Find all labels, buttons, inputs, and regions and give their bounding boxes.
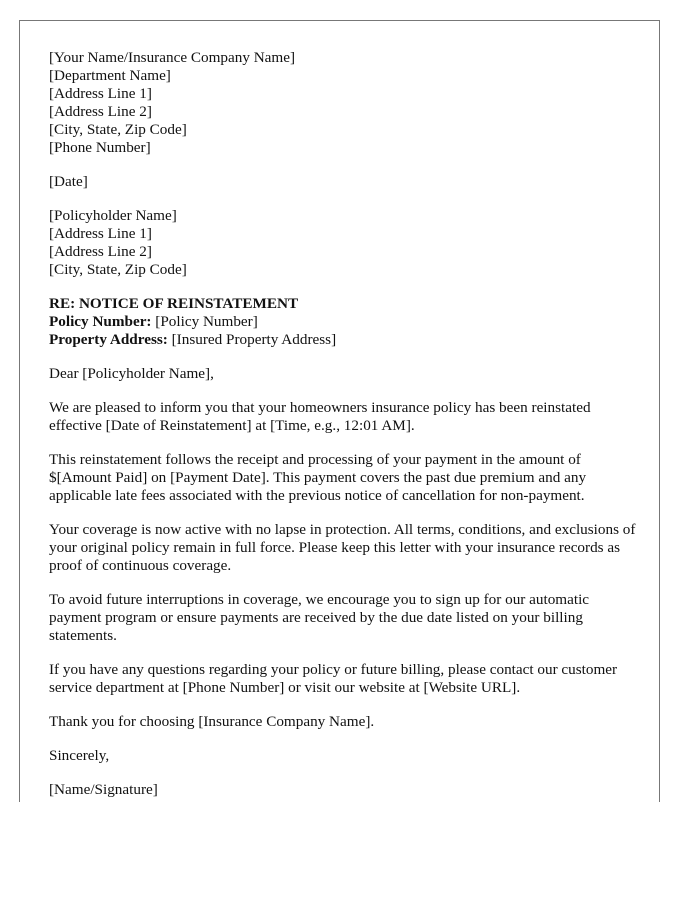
paragraph-thank-you: Thank you for choosing [Insurance Company Name]. [49,713,375,730]
recipient-address-line-1: [Address Line 1] [49,225,152,242]
property-address-label: Property Address: [49,331,168,348]
recipient-name: [Policyholder Name] [49,207,177,224]
reference-block [49,295,639,349]
closing: Sincerely, [49,747,110,764]
sender-address-line-1: [Address Line 1] [49,85,152,102]
recipient-address-block [49,207,639,279]
paragraph-coverage: Your coverage is now active with no lapse in protection. All terms, conditions, and exclusions of your original policy remain in full force. Please keep this letter with your insurance records as proof of continuous coverage. [49,521,636,574]
letter-body [49,49,639,815]
property-address-line [49,331,639,349]
recipient-address-line-2: [Address Line 2] [49,243,152,260]
paragraph-questions: If you have any questions regarding your policy or future billing, please contact our customer service department at [Phone Number] or visit our website at [Website URL]. [49,661,618,696]
re-line: RE: NOTICE OF REINSTATEMENT [49,295,299,312]
paragraph-automatic-payment: To avoid future interruptions in coverage, we encourage you to sign up for our automatic payment program or ensure payments are received by the due date listed on your billing statements. [49,591,590,644]
date-block [49,173,639,191]
sender-name: [Your Name/Insurance Company Name] [49,49,296,66]
policy-number-value: [Policy Number] [151,313,258,330]
salutation: Dear [Policyholder Name], [49,365,214,382]
sender-department: [Department Name] [49,67,171,84]
paragraph-reinstatement: We are pleased to inform you that your homeowners insurance policy has been reinstated effective [Date of Reinstatement] at [Time, e.g., 12:01 AM]. [49,399,591,434]
sender-phone: [Phone Number] [49,139,151,156]
sender-address-block [49,49,639,157]
sender-city-state-zip: [City, State, Zip Code] [49,121,187,138]
signature: [Name/Signature] [49,781,158,798]
policy-number-label: Policy Number: [49,313,152,330]
property-address-value: [Insured Property Address] [167,331,337,348]
letter-date: [Date] [49,173,88,190]
sender-address-line-2: [Address Line 2] [49,103,152,120]
recipient-city-state-zip: [City, State, Zip Code] [49,261,187,278]
paragraph-payment: This reinstatement follows the receipt and processing of your payment in the amount of $[Amount Paid] on [Payment Date]. This payment covers the past due premium and any applicable late fees associated with the previous notice of cancellation for non-payment. [49,451,587,504]
policy-number-line [49,313,639,331]
letter-page [19,20,660,802]
